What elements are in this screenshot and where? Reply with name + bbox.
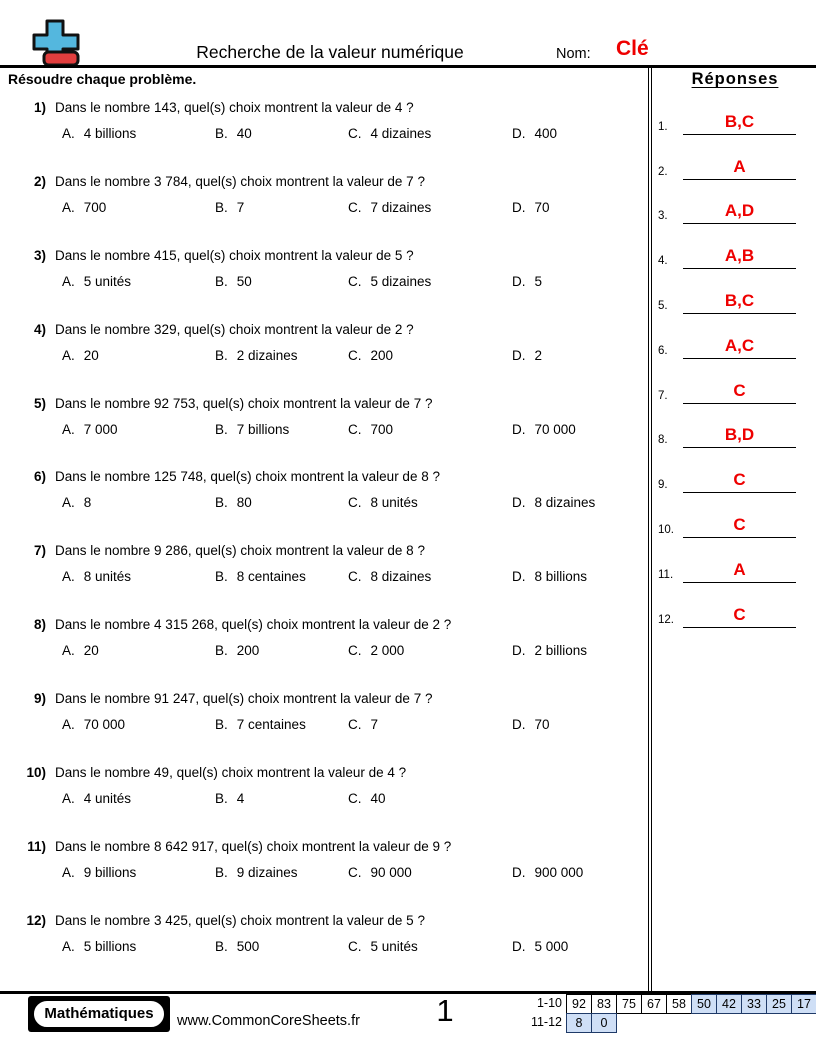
answers-list bbox=[656, 91, 814, 629]
choice-text: 8 unités bbox=[370, 495, 418, 511]
answer-blank-line bbox=[683, 605, 796, 628]
score-table bbox=[516, 994, 816, 1033]
answer-number: 11. bbox=[658, 568, 674, 581]
choice-text: 8 billions bbox=[534, 569, 588, 585]
choice-text: 2 billions bbox=[534, 643, 588, 659]
answer-choice bbox=[62, 271, 215, 292]
choice-text: 50 bbox=[236, 273, 252, 289]
choice-letter: C. bbox=[348, 126, 362, 141]
problem-question-row bbox=[0, 688, 648, 709]
answer-choice bbox=[215, 862, 348, 883]
answer-blank-line bbox=[683, 112, 796, 135]
problem-item bbox=[0, 540, 648, 614]
problem-question-row bbox=[0, 466, 648, 487]
choice-letter: C. bbox=[348, 421, 362, 437]
problem-number: 2) bbox=[33, 173, 46, 189]
answer-item bbox=[656, 270, 814, 315]
problem-number: 4) bbox=[33, 321, 46, 337]
problem-question: Dans le nombre 3 784, quel(s) choix montrent la valeur de 7 ? bbox=[55, 173, 425, 189]
answer-choice bbox=[62, 862, 215, 883]
choice-letter: C. bbox=[348, 495, 362, 511]
choice-text: 900 000 bbox=[534, 864, 584, 880]
problem-item bbox=[0, 171, 648, 245]
choice-letter: A. bbox=[62, 199, 75, 215]
choice-text: 5 unités bbox=[83, 273, 132, 289]
answer-blank-line bbox=[683, 336, 796, 359]
choice-text: 200 bbox=[370, 347, 394, 363]
problem-question-row bbox=[0, 762, 648, 783]
answer-number: 9. bbox=[658, 479, 668, 492]
choice-text: 20 bbox=[83, 643, 99, 659]
answer-item bbox=[656, 539, 814, 584]
answer-item bbox=[656, 315, 814, 360]
choice-row bbox=[62, 714, 648, 735]
answer-value: B,C bbox=[724, 111, 755, 131]
choice-letter: A. bbox=[62, 643, 75, 659]
choice-letter: C. bbox=[348, 864, 362, 880]
subject-badge-label: Mathématiques bbox=[33, 1000, 165, 1028]
choice-letter: C. bbox=[348, 199, 362, 215]
problem-number: 3) bbox=[33, 247, 46, 263]
choice-letter: C. bbox=[348, 717, 362, 733]
problem-question-row bbox=[0, 319, 648, 340]
choice-letter: B. bbox=[215, 717, 228, 733]
choice-text: 4 bbox=[236, 791, 245, 807]
answer-choice bbox=[348, 492, 512, 513]
answer-value: C bbox=[733, 604, 746, 624]
problem-number: 12) bbox=[26, 912, 46, 928]
choice-letter: D. bbox=[512, 421, 526, 437]
choice-letter: D. bbox=[512, 126, 526, 141]
answer-choice bbox=[62, 566, 215, 587]
answer-blank-line bbox=[683, 560, 796, 583]
answer-item bbox=[656, 136, 814, 181]
choice-letter: A. bbox=[62, 347, 75, 363]
choice-letter: A. bbox=[62, 421, 75, 437]
problem-question-row bbox=[0, 97, 648, 118]
answer-choice bbox=[62, 640, 215, 661]
answer-blank-line bbox=[683, 291, 796, 314]
choice-text: 700 bbox=[83, 199, 107, 215]
answer-choice bbox=[348, 640, 512, 661]
problem-question-row bbox=[0, 910, 648, 931]
choice-text: 40 bbox=[370, 791, 386, 807]
score-cell: 33 bbox=[741, 994, 767, 1014]
answer-item bbox=[656, 360, 814, 405]
answer-number: 7. bbox=[658, 389, 668, 402]
answer-value: A,D bbox=[724, 201, 755, 221]
answer-item bbox=[656, 449, 814, 494]
problem-question: Dans le nombre 329, quel(s) choix montrent la valeur de 2 ? bbox=[55, 321, 414, 337]
choice-row bbox=[62, 123, 648, 144]
answer-blank-line bbox=[683, 470, 796, 493]
problem-question: Dans le nombre 3 425, quel(s) choix montrent la valeur de 5 ? bbox=[55, 912, 425, 928]
choice-text: 700 bbox=[370, 421, 394, 437]
problems-list bbox=[0, 97, 648, 984]
answers-title: Réponses bbox=[691, 70, 779, 88]
answer-choice bbox=[62, 345, 215, 366]
choice-row bbox=[62, 345, 648, 366]
answer-blank-line bbox=[683, 381, 796, 404]
page-number: 1 bbox=[436, 993, 454, 1028]
problem-question: Dans le nombre 415, quel(s) choix montrent la valeur de 5 ? bbox=[55, 247, 414, 263]
answer-choice bbox=[348, 714, 512, 735]
choice-letter: B. bbox=[215, 495, 228, 511]
problem-question: Dans le nombre 4 315 268, quel(s) choix montrent la valeur de 2 ? bbox=[55, 617, 452, 633]
score-cell: 50 bbox=[691, 994, 717, 1014]
problem-question-row bbox=[0, 245, 648, 266]
score-cell: 17 bbox=[791, 994, 816, 1014]
choice-text: 5 unités bbox=[370, 938, 418, 954]
answer-item bbox=[656, 181, 814, 226]
choice-letter: D. bbox=[512, 273, 526, 289]
answer-blank-line bbox=[683, 515, 796, 538]
score-cell: 67 bbox=[641, 994, 667, 1014]
choice-row bbox=[62, 788, 648, 809]
header-divider bbox=[0, 65, 816, 68]
choice-text: 40 bbox=[236, 126, 252, 141]
answer-number: 1. bbox=[658, 120, 668, 133]
answer-choice bbox=[215, 566, 348, 587]
choice-letter: A. bbox=[62, 717, 75, 733]
answer-choice bbox=[62, 197, 215, 218]
choice-text: 9 billions bbox=[83, 864, 137, 880]
name-value-key: Clé bbox=[616, 37, 649, 60]
answer-choice bbox=[348, 862, 512, 883]
answer-number: 4. bbox=[658, 255, 668, 268]
choice-letter: A. bbox=[62, 938, 75, 954]
answer-choice bbox=[512, 714, 648, 735]
choice-text: 8 dizaines bbox=[534, 495, 596, 511]
answer-choice bbox=[512, 271, 648, 292]
choice-letter: D. bbox=[512, 569, 526, 585]
choice-letter: A. bbox=[62, 126, 75, 141]
choice-text: 5 dizaines bbox=[370, 273, 432, 289]
choice-text: 8 dizaines bbox=[370, 569, 432, 585]
choice-text: 8 unités bbox=[83, 569, 132, 585]
choice-letter: D. bbox=[512, 199, 526, 215]
answer-choice bbox=[215, 714, 348, 735]
problem-question: Dans le nombre 91 247, quel(s) choix montrent la valeur de 7 ? bbox=[55, 691, 433, 707]
answer-choice bbox=[348, 123, 512, 144]
problem-question: Dans le nombre 8 642 917, quel(s) choix montrent la valeur de 9 ? bbox=[55, 838, 452, 854]
choice-text: 5 000 bbox=[534, 938, 569, 954]
problem-number: 5) bbox=[33, 395, 46, 411]
choice-letter: A. bbox=[62, 864, 75, 880]
problem-question: Dans le nombre 92 753, quel(s) choix montrent la valeur de 7 ? bbox=[55, 395, 433, 411]
problem-number: 10) bbox=[26, 765, 46, 781]
answer-choice bbox=[348, 345, 512, 366]
answer-value: A,B bbox=[724, 246, 755, 266]
answer-item bbox=[656, 584, 814, 629]
score-cell: 92 bbox=[566, 994, 592, 1014]
choice-text: 7 centaines bbox=[236, 717, 306, 733]
answer-choice bbox=[348, 197, 512, 218]
choice-text: 8 centaines bbox=[236, 569, 306, 585]
problem-item bbox=[0, 762, 648, 836]
choice-text: 7 bbox=[236, 199, 245, 215]
page-title: Recherche de la valeur numérique bbox=[196, 42, 464, 62]
answer-choice bbox=[512, 936, 648, 957]
answer-number: 3. bbox=[658, 210, 668, 223]
answer-blank-line bbox=[683, 246, 796, 269]
answer-choice bbox=[348, 419, 512, 440]
score-cell: 58 bbox=[666, 994, 692, 1014]
choice-text: 90 000 bbox=[370, 864, 412, 880]
score-cell: 83 bbox=[591, 994, 617, 1014]
answers-panel bbox=[656, 70, 814, 629]
choice-text: 2 000 bbox=[370, 643, 405, 659]
answer-number: 5. bbox=[658, 299, 668, 312]
choice-letter: D. bbox=[512, 717, 526, 733]
answer-blank-line bbox=[683, 157, 796, 180]
website-url: www.CommonCoreSheets.fr bbox=[177, 1013, 360, 1029]
answer-choice bbox=[215, 419, 348, 440]
answer-choice bbox=[62, 788, 215, 809]
answer-choice bbox=[512, 492, 648, 513]
answer-number: 8. bbox=[658, 434, 668, 447]
answer-blank-line bbox=[683, 425, 796, 448]
choice-letter: C. bbox=[348, 791, 362, 807]
problem-question: Dans le nombre 143, quel(s) choix montrent la valeur de 4 ? bbox=[55, 100, 414, 115]
answer-choice bbox=[62, 123, 215, 144]
choice-text: 5 billions bbox=[83, 938, 137, 954]
choice-text: 70 000 bbox=[534, 421, 576, 437]
choice-text: 8 bbox=[83, 495, 92, 511]
choice-text: 70 bbox=[534, 717, 550, 733]
choice-row bbox=[62, 566, 648, 587]
choice-row bbox=[62, 419, 648, 440]
name-label: Nom: bbox=[556, 46, 591, 62]
score-row bbox=[516, 994, 816, 1014]
choice-letter: B. bbox=[215, 347, 228, 363]
answer-choice bbox=[348, 566, 512, 587]
answer-choice bbox=[215, 345, 348, 366]
score-cell: 42 bbox=[716, 994, 742, 1014]
choice-letter: B. bbox=[215, 126, 228, 141]
score-row-label: 1-10 bbox=[536, 996, 562, 1010]
answers-column-divider bbox=[648, 67, 652, 991]
choice-letter: D. bbox=[512, 864, 526, 880]
problem-number: 1) bbox=[33, 100, 46, 115]
choice-letter: B. bbox=[215, 569, 228, 585]
problem-question-row bbox=[0, 614, 648, 635]
answer-choice bbox=[512, 419, 648, 440]
choice-letter: B. bbox=[215, 273, 228, 289]
instructions-text: Résoudre chaque problème. bbox=[8, 71, 197, 87]
answer-value: A bbox=[733, 559, 746, 579]
answer-value: A bbox=[733, 156, 746, 176]
choice-text: 5 bbox=[534, 273, 543, 289]
choice-text: 4 dizaines bbox=[370, 126, 432, 141]
answer-value: C bbox=[733, 514, 746, 534]
answer-item bbox=[656, 225, 814, 270]
answer-choice bbox=[348, 788, 512, 809]
problem-item bbox=[0, 910, 648, 984]
answer-choice bbox=[215, 788, 348, 809]
answer-choice bbox=[348, 271, 512, 292]
choice-text: 7 bbox=[370, 717, 379, 733]
problem-item bbox=[0, 836, 648, 910]
answer-value: A,C bbox=[724, 335, 755, 355]
choice-text: 20 bbox=[83, 347, 99, 363]
problem-question-row bbox=[0, 836, 648, 857]
answer-choice bbox=[215, 492, 348, 513]
choice-row bbox=[62, 862, 648, 883]
problem-item bbox=[0, 97, 648, 171]
problem-item bbox=[0, 688, 648, 762]
choice-text: 4 billions bbox=[83, 126, 137, 141]
choice-row bbox=[62, 197, 648, 218]
answer-item bbox=[656, 91, 814, 136]
subject-badge bbox=[28, 996, 170, 1032]
answer-number: 10. bbox=[658, 523, 674, 536]
choice-letter: B. bbox=[215, 791, 228, 807]
choice-letter: C. bbox=[348, 273, 362, 289]
choice-text: 2 bbox=[534, 347, 543, 363]
problem-item bbox=[0, 466, 648, 540]
choice-text: 4 unités bbox=[83, 791, 132, 807]
choice-letter: C. bbox=[348, 938, 362, 954]
choice-text: 200 bbox=[236, 643, 260, 659]
choice-letter: C. bbox=[348, 569, 362, 585]
answer-choice bbox=[348, 936, 512, 957]
choice-text: 500 bbox=[236, 938, 260, 954]
problem-question-row bbox=[0, 540, 648, 561]
answer-choice bbox=[62, 936, 215, 957]
answer-number: 2. bbox=[658, 165, 668, 178]
problem-question-row bbox=[0, 393, 648, 414]
problem-question: Dans le nombre 49, quel(s) choix montrent la valeur de 4 ? bbox=[55, 765, 407, 781]
choice-letter: B. bbox=[215, 199, 228, 215]
choice-letter: C. bbox=[348, 643, 362, 659]
choice-letter: B. bbox=[215, 938, 228, 954]
choice-letter: B. bbox=[215, 421, 228, 437]
answer-choice bbox=[62, 492, 215, 513]
problem-item bbox=[0, 614, 648, 688]
problem-number: 9) bbox=[33, 691, 46, 707]
choice-letter: B. bbox=[215, 864, 228, 880]
answer-choice bbox=[512, 197, 648, 218]
choice-text: 7 billions bbox=[236, 421, 290, 437]
answer-choice bbox=[512, 123, 648, 144]
choice-text: 70 000 bbox=[83, 717, 126, 733]
answer-blank-line bbox=[683, 201, 796, 224]
choice-letter: D. bbox=[512, 495, 526, 511]
answer-value: B,D bbox=[724, 425, 755, 445]
answer-item bbox=[656, 405, 814, 450]
choice-letter: D. bbox=[512, 938, 526, 954]
choice-row bbox=[62, 492, 648, 513]
choice-row bbox=[62, 640, 648, 661]
answer-choice bbox=[215, 197, 348, 218]
answer-value: C bbox=[733, 470, 746, 490]
score-row-label: 11-12 bbox=[530, 1015, 562, 1029]
problem-item bbox=[0, 393, 648, 467]
problem-number: 8) bbox=[33, 617, 46, 633]
problem-question-row bbox=[0, 171, 648, 192]
answer-choice bbox=[215, 936, 348, 957]
answer-value: B,C bbox=[724, 290, 755, 310]
answer-choice bbox=[215, 640, 348, 661]
answer-choice bbox=[62, 419, 215, 440]
score-cell: 25 bbox=[766, 994, 792, 1014]
choice-letter: A. bbox=[62, 495, 75, 511]
answer-choice bbox=[512, 566, 648, 587]
choice-text: 70 bbox=[534, 199, 550, 215]
choice-text: 7 dizaines bbox=[370, 199, 432, 215]
choice-letter: A. bbox=[62, 273, 75, 289]
answer-choice bbox=[215, 123, 348, 144]
choice-text: 80 bbox=[236, 495, 252, 511]
answer-item bbox=[656, 494, 814, 539]
choice-letter: A. bbox=[62, 791, 75, 807]
choice-text: 2 dizaines bbox=[236, 347, 298, 363]
problem-question: Dans le nombre 9 286, quel(s) choix montrent la valeur de 8 ? bbox=[55, 543, 425, 559]
choice-letter: D. bbox=[512, 347, 526, 363]
choice-row bbox=[62, 271, 648, 292]
choice-text: 7 000 bbox=[83, 421, 118, 437]
answer-choice bbox=[512, 862, 648, 883]
answer-value: C bbox=[733, 380, 746, 400]
score-cell: 0 bbox=[591, 1013, 617, 1033]
problem-number: 11) bbox=[27, 838, 46, 854]
answer-choice bbox=[512, 345, 648, 366]
problem-number: 7) bbox=[33, 543, 46, 559]
answer-number: 6. bbox=[658, 344, 668, 357]
score-cell: 8 bbox=[566, 1013, 592, 1033]
score-cell: 75 bbox=[616, 994, 642, 1014]
answer-number: 12. bbox=[658, 613, 674, 626]
choice-letter: C. bbox=[348, 347, 362, 363]
problem-item bbox=[0, 245, 648, 319]
answer-choice bbox=[215, 271, 348, 292]
choice-letter: A. bbox=[62, 569, 75, 585]
score-row bbox=[516, 1013, 816, 1033]
choice-letter: D. bbox=[512, 643, 526, 659]
problem-item bbox=[0, 319, 648, 393]
choice-text: 9 dizaines bbox=[236, 864, 298, 880]
problem-number: 6) bbox=[33, 469, 46, 485]
problem-question: Dans le nombre 125 748, quel(s) choix montrent la valeur de 8 ? bbox=[55, 469, 440, 485]
answer-choice bbox=[512, 640, 648, 661]
choice-text: 400 bbox=[534, 126, 558, 141]
choice-row bbox=[62, 936, 648, 957]
answer-choice bbox=[62, 714, 215, 735]
choice-letter: B. bbox=[215, 643, 228, 659]
